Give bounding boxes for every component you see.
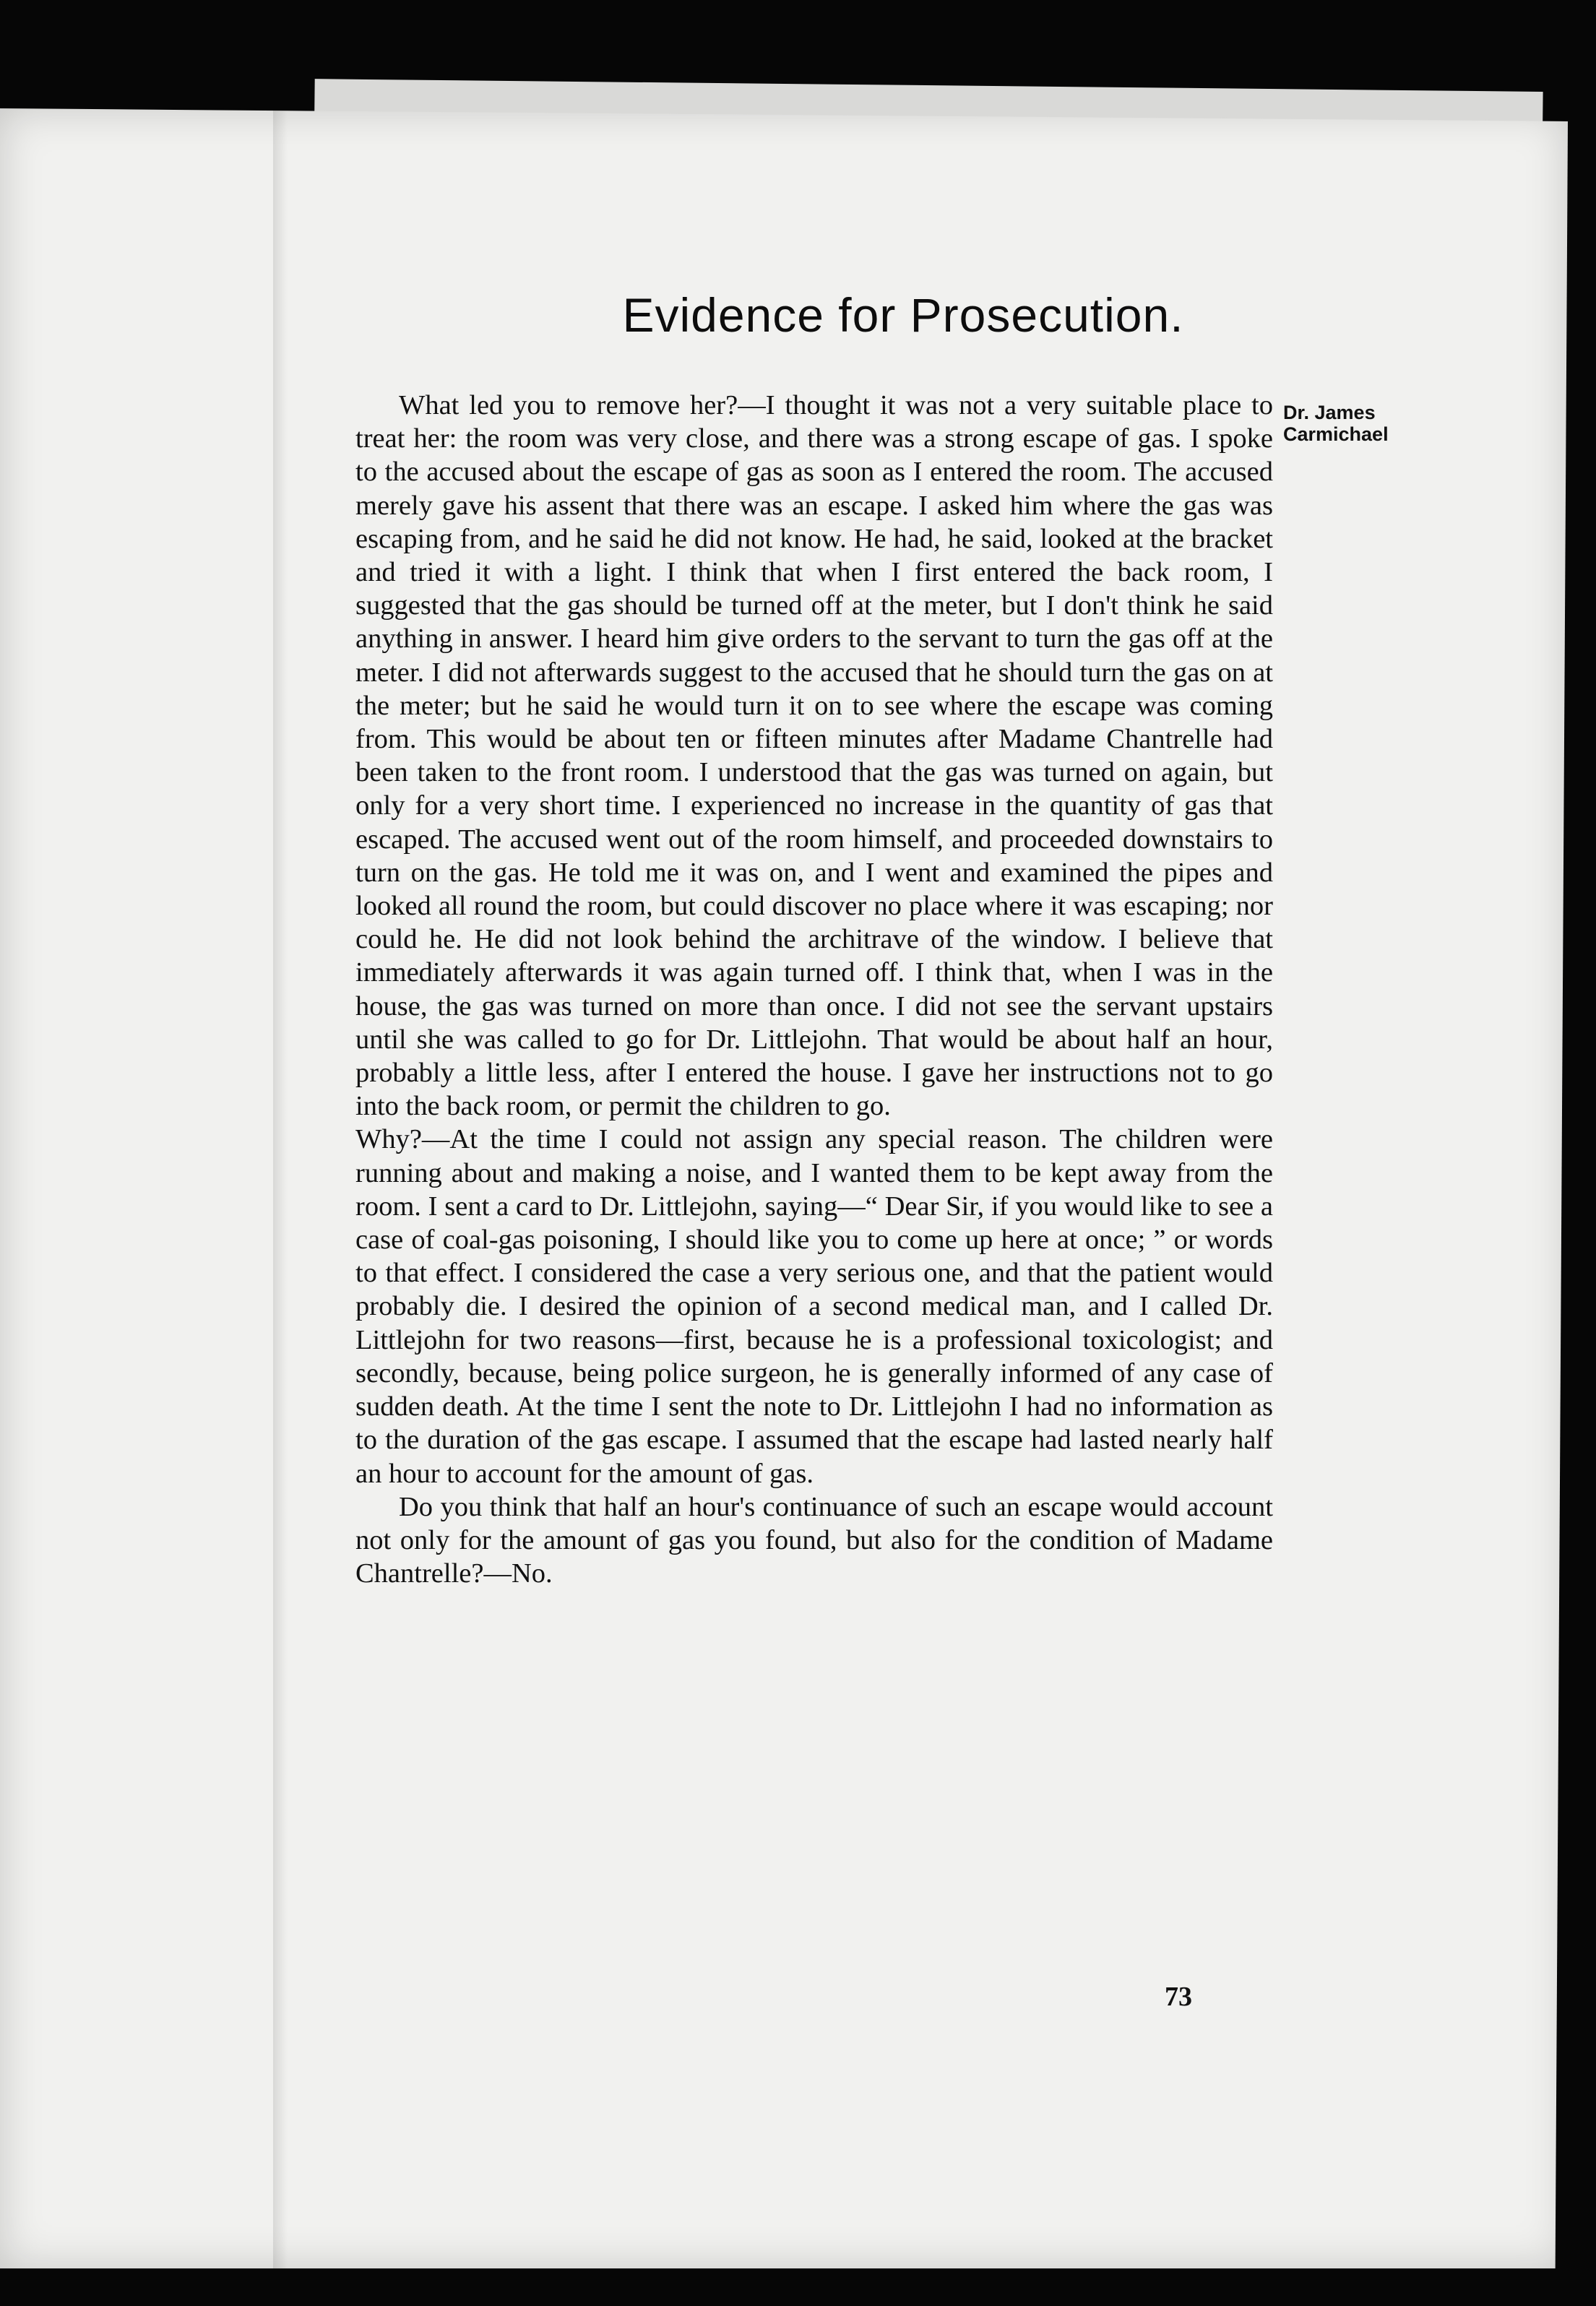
paragraph-3: Do you think that half an hour's continuance of such an escape would account not only for the amount of gas you found, but also for the condition of Madame Chantrelle?—No. [355, 1491, 1273, 1589]
sidenote-line-surname: Carmichael [1283, 423, 1389, 445]
paragraph-1: What led you to remove her?—I thought it was not a very suitable place to treat her: the room was very close, and there was a strong escape of gas. I spoke to the accused about the escape of gas as soon as I entered the room. The accused merely gave his assent that there was an escape. I asked him where the gas was escaping from, and he said he did not know. He had, he said, looked at the bracket and tried it with a light. I think that when I first entered the back room, I suggested that the gas should be turned off at the meter, but I don't think he said anything in answer. I heard him give orders to the servant to turn the gas off at the meter. I did not afterwards suggest to the accused that he should turn the gas on at the meter; but he said he would turn it on to see where the escape was coming from. This would be about ten or fifteen minutes after Madame Chantrelle had been taken to the front room. I understood that the gas was turned on again, but only for a very short time. I experienced no increase in the quantity of gas that escaped. The accused went out of the room himself, and proceeded downstairs to turn on the gas. He told me it was on, and I went and examined the pipes and looked all round the room, but could discover no place where it was escaping; nor could he. He did not look behind the architrave of the window. I believe that immediately afterwards it was again turned off. I think that, when I was in the house, the gas was turned on more than once. I did not see the servant upstairs until she was called to go for Dr. Littlejohn. That would be about half an hour, probably a little less, after I entered the house. I gave her instructions not to go into the back room, or permit the children to go. [355, 390, 1273, 1122]
body-text [355, 389, 1273, 1590]
page-title: Evidence for Prosecution. [622, 288, 1184, 342]
sidenote-line-name: Dr. James [1283, 402, 1376, 423]
page-number: 73 [1165, 1982, 1192, 2012]
margin-sidenote [1283, 402, 1435, 445]
page-gutter-shadow [273, 108, 288, 2268]
paragraph-2: Why?—At the time I could not assign any special reason. The children were running about and making a noise, and I wanted them to be kept away from the room. I sent a card to Dr. Littlejohn, saying—“ Dear Sir, if you would like to see a case of coal-gas poisoning, I should like you to come up here at once; ” or words to that effect. I considered the case a very serious one, and that the patient would probably die. I desired the opinion of a second medical man, and I called Dr. Littlejohn for two reasons—first, because he is a professional toxicologist; and secondly, because, being police surgeon, he is generally informed of any case of sudden death. At the time I sent the note to Dr. Littlejohn I had no information as to the duration of the gas escape. I assumed that the escape had lasted nearly half an hour to account for the amount of gas. [355, 1124, 1273, 1489]
